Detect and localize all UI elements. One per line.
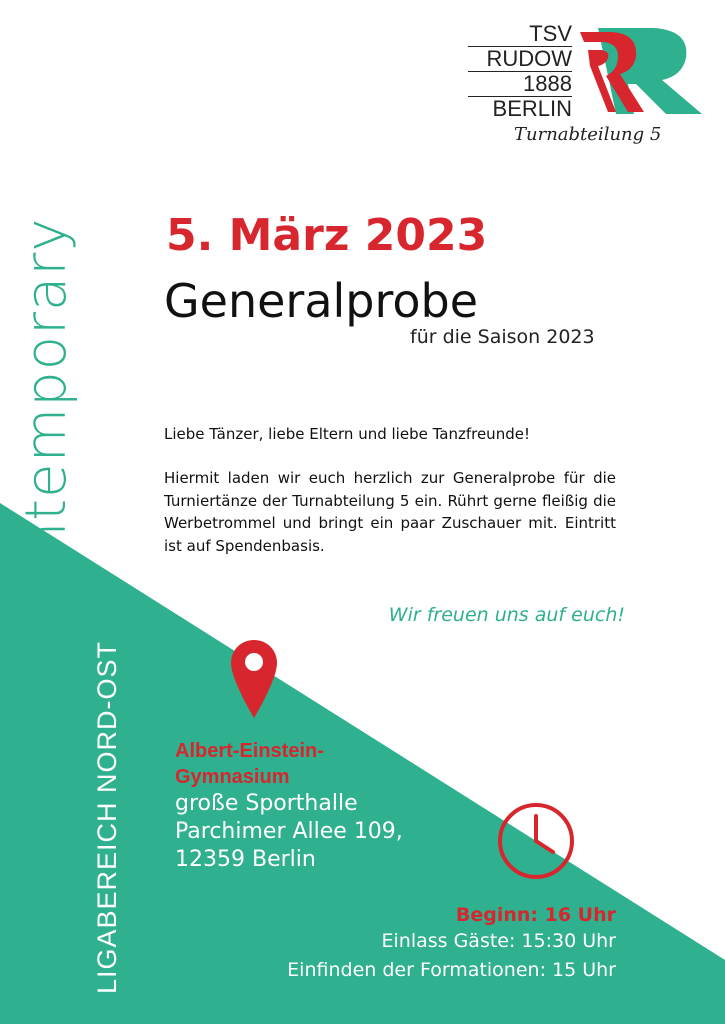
venue-street: Parchimer Allee 109, — [175, 819, 403, 844]
event-title: Generalprobe — [164, 274, 479, 328]
club-logo — [468, 22, 708, 152]
closing-text: Wir freuen uns auf euch! — [388, 604, 625, 626]
event-subtitle: für die Saison 2023 — [410, 326, 595, 348]
schedule-guests: Einlass Gäste: 15:30 Uhr — [381, 930, 616, 952]
vertical-title: Jazz Modern Contemporary — [14, 217, 79, 1000]
logo-line-city: BERLIN — [492, 96, 572, 121]
logo-text — [468, 22, 572, 121]
logo-line-tsv: TSV — [468, 22, 572, 47]
schedule-formations: Einfinden der Formationen: 15 Uhr — [287, 959, 616, 981]
venue-block — [175, 738, 403, 874]
map-pin-icon — [229, 638, 279, 720]
schedule-block — [287, 903, 616, 985]
vertical-subtitle: LIGABEREICH NORD-OST — [92, 640, 122, 994]
venue-name-line2: Gymnasium — [175, 766, 290, 788]
invitation-text: Hiermit laden wir euch herzlich zur Generalprobe für die Turniertänze der Turnabteilung 5 ein. Rührt gerne fleißig die Werbetrommel und bringt ein paar Zuschauer mit. Eintritt ist auf Spendenbasis. — [164, 469, 616, 555]
venue-city: 12359 Berlin — [175, 847, 316, 872]
greeting-text: Liebe Tänzer, liebe Eltern und liebe Tanzfreunde! — [164, 425, 530, 443]
event-date: 5. März 2023 — [166, 210, 488, 261]
venue-hall: große Sporthalle — [175, 791, 358, 816]
schedule-start: Beginn: 16 Uhr — [455, 904, 616, 926]
clock-icon — [495, 800, 577, 882]
logo-line-rudow: RUDOW — [468, 47, 572, 72]
rr-logo-icon — [578, 26, 704, 116]
venue-name-line1: Albert-Einstein- — [175, 740, 324, 762]
logo-subtitle: Turnabteilung 5 — [514, 124, 662, 145]
logo-line-year: 1888 — [468, 72, 572, 97]
